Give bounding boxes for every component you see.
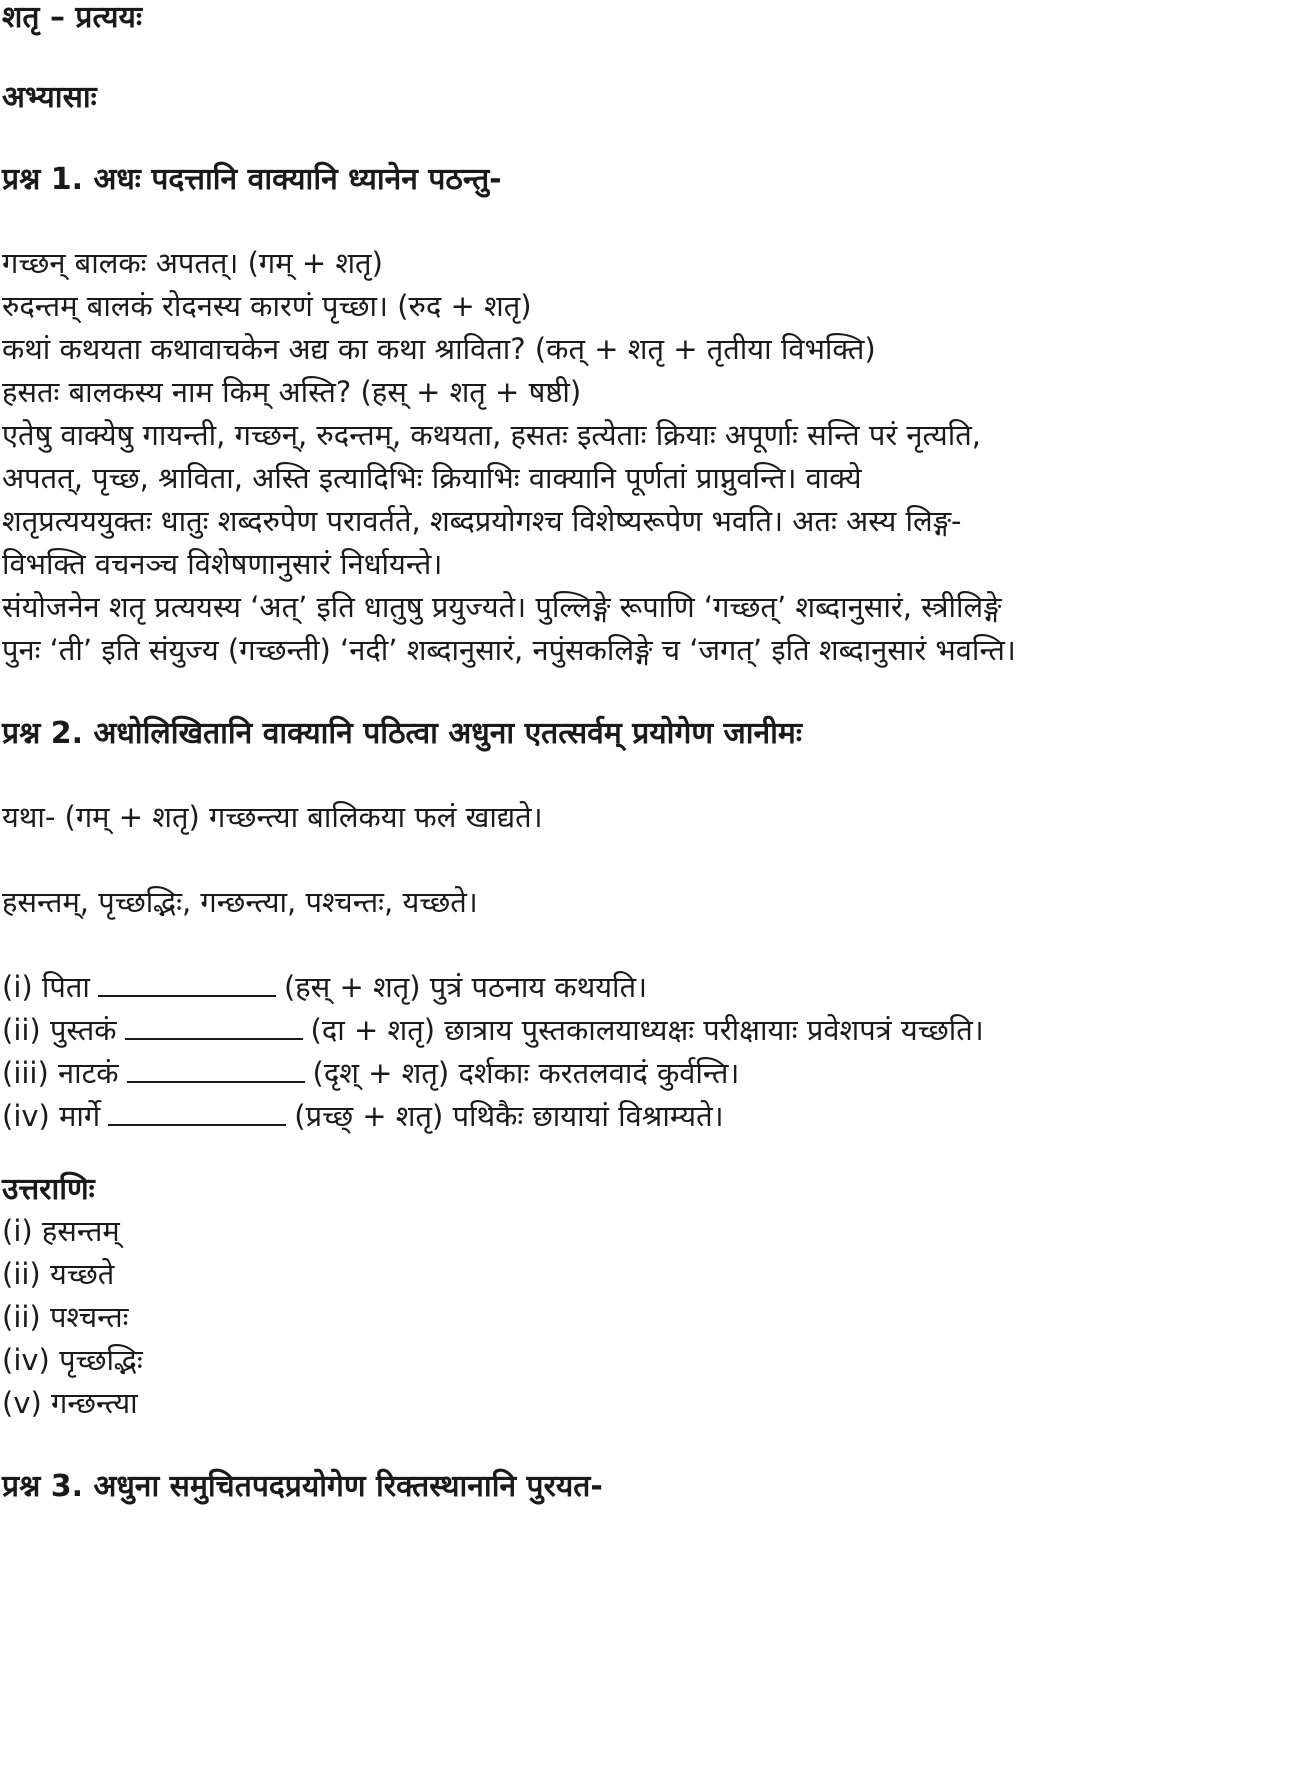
exercise-item-prefix: (i) पिता [2,970,90,1004]
q1-line: संयोजनेन शतृ प्रत्ययस्य ‘अत्’ इति धातुषु प्रयुज्यते। पुल्लिङ्गे रूपाणि ‘गच्छत्’ शब्दानुसारं, स्त्रीलिङ्गे [2,590,1002,624]
answer-item: (ii) पश्चन्तः [2,1300,129,1334]
q1-line: विभक्ति वचनञ्च विशेषणानुसारं निर्धायन्ते। [2,547,443,581]
exercise-item-prefix: (ii) पुस्तकं [2,1013,117,1047]
q1-line: कथां कथयता कथावाचकेन अद्य का कथा श्राविता? (कत् + शतृ + तृतीया विभक्ति) [2,332,876,366]
q2-word-bank: हसन्तम्, पृच्छद्भिः, गन्छन्त्या, पश्चन्तः, यच्छते। [2,885,478,919]
q1-line: हसतः बालकस्य नाम किम् अस्ति? (हस् + शतृ + षष्ठी) [2,375,582,409]
q1-line: एतेषु वाक्येषु गायन्ती, गच्छन्, रुदन्तम्, कथयता, हसतः इत्येताः क्रियाः अपूर्णाः सन्ति परं नृत्यति, [2,418,982,452]
exercise-item-suffix: (प्रच्छ् + शतृ) पथिकैः छायायां विश्राम्यते। [294,1099,724,1133]
answer-item: (v) गन्छन्त्या [2,1386,138,1420]
exercise-item-prefix: (iv) मार्गे [2,1099,101,1133]
answer-blank [108,1098,286,1126]
section-title: अभ्यासाः [2,80,97,115]
exercise-item [2,1095,1297,1138]
answer-blank [98,969,276,997]
answer-blank [125,1012,303,1040]
q1-line: शतृप्रत्यययुक्तः धातुः शब्दरुपेण परावर्तते, शब्दप्रयोगश्च विशेष्यरूपेण भवति। अतः अस्य लिङ्ग- [2,504,962,538]
exercise-item [2,1009,1297,1052]
q2-example: यथा- (गम् + शतृ) गच्छन्त्या बालिकया फलं खाद्यते। [2,800,543,834]
exercise-item [2,966,1297,1009]
answers-list [2,1210,1297,1425]
exercise-item [2,1052,1297,1095]
page-title: शतृ – प्रत्ययः [2,0,143,35]
exercise-item-prefix: (iii) नाटकं [2,1056,119,1090]
answer-item: (i) हसन्तम् [2,1214,120,1248]
question-1-body [2,242,1297,672]
q1-line: पुनः ‘ती’ इति संयुज्य (गच्छन्ती) ‘नदी’ शब्दानुसारं, नपुंसकलिङ्गे च ‘जगत्’ इति शब्दानुसारं भवन्ति। [2,633,1016,667]
answer-item: (ii) यच्छते [2,1257,115,1291]
answers-heading: उत्तराणिः [2,1172,95,1207]
answer-item: (iv) पृच्छद्भिः [2,1343,143,1377]
question-3-heading: प्रश्न 3. अधुना समुचितपदप्रयोगेण रिक्तस्थानानि पुरयत- [2,1469,603,1504]
q1-line: रुदन्तम् बालकं रोदनस्य कारणं पृच्छा। (रुद + शतृ) [2,289,532,323]
q1-line: अपतत्, पृच्छ, श्राविता, अस्ति इत्यादिभिः क्रियाभिः वाक्यानि पूर्णतां प्राप्नुवन्ति। वाक्ये [2,461,862,495]
answer-blank [127,1055,305,1083]
question-1-heading: प्रश्न 1. अधः पदत्तानि वाक्यानि ध्यानेन पठन्तु- [2,162,502,197]
q1-line: गच्छन् बालकः अपतत्। (गम् + शतृ) [2,246,383,280]
q2-exercise-list [2,966,1297,1138]
question-2-heading: प्रश्न 2. अधोलिखितानि वाक्यानि पठित्वा अधुना एतत्सर्वम् प्रयोगेण जानीमः [2,716,802,751]
exercise-item-suffix: (दा + शतृ) छात्राय पुस्तकालयाध्यक्षः परीक्षायाः प्रवेशपत्रं यच्छति। [310,1013,984,1047]
exercise-item-suffix: (दृश् + शतृ) दर्शकाः करतलवादं कुर्वन्ति। [312,1056,740,1090]
exercise-item-suffix: (हस् + शतृ) पुत्रं पठनाय कथयति। [283,970,648,1004]
